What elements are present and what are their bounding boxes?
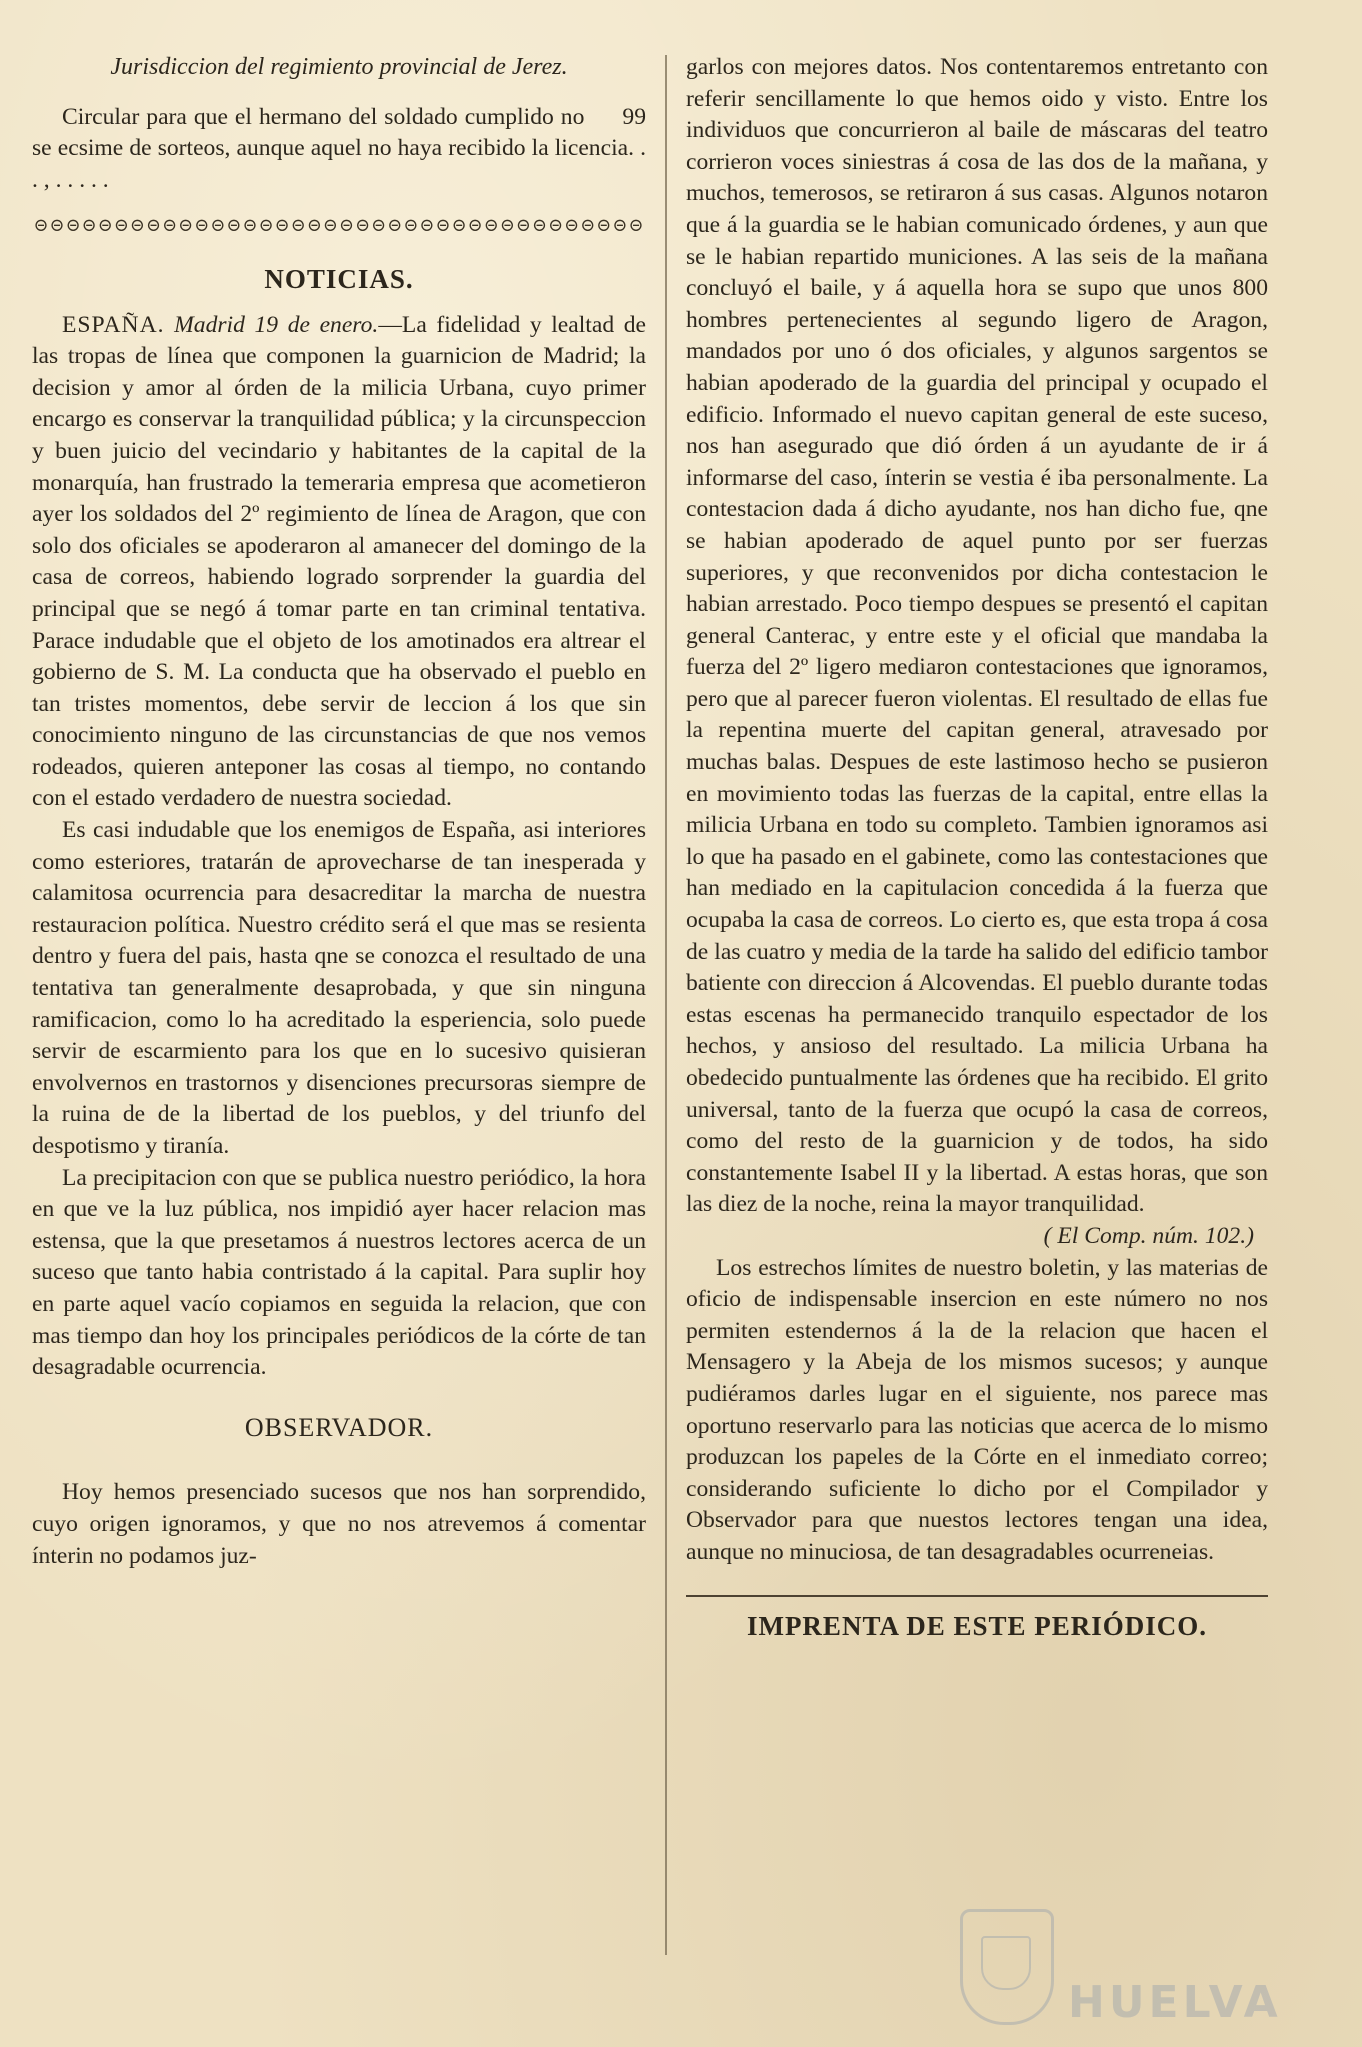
article-paragraph: garlos con mejores datos. Nos contentaremos entretanto con referir sencillamente lo que hemos oido y visto. Entre los individuos que concurrieron al baile de máscaras del teatro corrieron voces siniestras á cosa de las dos de la mañana, y muchos, temerosos, se retiraron á sus casas. Algunos notaron que á la guardia se le habian comunicado órdenes, y aun que se le habian repartido municiones. A las seis de la mañana concluyó el baile, y á aquella hora se supo que unos 800 hombres pertenecientes al segundo ligero de Aragon, mandados por uno ó dos oficiales, y algunos sargentos se habian apoderado de la guardia del principal y ocupado el edificio. Informado el nuevo capitan general de este suceso, nos han asegurado que dió órden á un ayudante de ir á informarse del caso, ínterin se vestia é iba personalmente. La contestacion dada á dicho ayudante, nos han dicho fue, qne se habian apoderado de aquel punto por ser fuerzas superiores, y que reconvenidos por dicha contestacion le habian arrestado. Poco tiempo despues se presentó el capitan general Canterac, y entre este y el oficial que mandaba la fuerza del 2º ligero mediaron contestaciones que ignoramos, pero que al parecer fueron violentas. El resultado de ellas fue la repentina muerte del capitan general, atravesado por muchas balas. Despues de este lastimoso hecho se pusieron en movimiento todas las fuerzas de la capital, entre ellas la milicia Urbana en todo su completo. Tambien ignoramos asi lo que ha pasado en el gabinete, como las contestaciones que han mediado en la capitulacion concedida á la fuerza que ocupaba la casa de correos. Lo cierto es, que esta tropa á cosa de las cuatro y media de la tarde ha salido del edificio tambor batiente con direccion á Alcovendas. El pueblo durante todas estas escenas ha permanecido tranquilo espectador de los hechos, y ansioso del resultado. La milicia Urbana ha obedecido puntualmente las órdenes que ha recibido. El grito universal, tanto de la fuerza que ocupó la casa de correos, como del resto de la guarnicion y de todos, ha sido constantemente Isabel II y la libertad. A estas horas, que son las diez de la noche, reina la mayor tranquilidad.: [686, 54, 1268, 1218]
right-column: [686, 52, 1268, 1642]
index-entry-text: Circular para que el hermano del soldado cumplido no se ecsime de sorteos, aunque aquel no haya recibido la licencia. . . , . . . . .: [32, 103, 646, 193]
jurisdiction-heading: Jurisdiccion del regimiento provincial de Jerez.: [110, 54, 568, 80]
article-paragraph: Hoy hemos presenciado sucesos que nos han sorprendido, cuyo origen ignoramos, y que no nos atrevemos á comentar ínterin no podamos juz-: [32, 1479, 646, 1569]
article-paragraph: Los estrechos límites de nuestro boletin, y las materias de oficio de indispensable insercion en este número no nos permiten estendernos á la de la relacion que hacen el Mensagero y la Abeja de los mismos sucesos; y aunque pudiéramos darles lugar en el siguiente, nos parece mas oportuno reservarlo para las noticias que acerca de lo mismo produzcan los papeles de la Córte en el inmediato correo; considerando suficiente lo dicho por el Compilador y Observador para que nuestos lectores tengan una idea, aunque no minuciosa, de tan desagradables ocurreneias.: [686, 1254, 1268, 1565]
source-attribution: ( El Comp. núm. 102.): [1043, 1222, 1254, 1249]
printer-imprint: IMPRENTA DE ESTE PERIÓDICO.: [746, 1610, 1208, 1641]
lead-word: ESPAÑA.: [62, 311, 165, 338]
section-title-observador: OBSERVADOR.: [244, 1412, 434, 1442]
index-page-number: 99: [622, 103, 646, 130]
ornamental-divider: ⊝⊝⊝⊝⊝⊝⊝⊝⊝⊝⊝⊝⊝⊝⊝⊝⊝⊝⊝⊝⊝⊝⊝⊝⊝⊝⊝⊝⊝⊝⊝⊝⊝⊝⊝⊝⊝⊝: [33, 215, 645, 236]
article-paragraph: [32, 310, 646, 816]
shield-crest-icon: [960, 1909, 1054, 2025]
article-paragraph: Es casi indudable que los enemigos de España, asi interiores como esteriores, tratarán de aprovecharse de tan inesperada y calamitosa ocurrencia para desacreditar la marcha de nuestra restauracion política. Nuestro crédito será el que mas se resienta dentro y fuera del pais, hasta qne se conozca el resultado de una tentativa tan generalmente desaprobada, y que sin ninguna ramificacion, como lo ha acreditado la esperiencia, solo puede servir de escarmiento para los que en lo sucesivo quisieran envolvernos en trastornos y disenciones precursoras siempre de la ruina de de la libertad de los pueblos, y del triunfo del despotismo y tiranía.: [32, 817, 646, 1159]
paragraph-text: —La fidelidad y lealtad de las tropas de línea que componen la guarnicion de Madrid; la decision y amor al órden de la milicia Urbana, cuyo primer encargo es conservar la tranquilidad pública; y la circunspeccion y buen juicio del vecindario y habitantes de la capital de la monarquía, han frustrado la temeraria empresa que acometieron ayer los soldados del 2º regimiento de línea de Aragon, que con solo dos oficiales se apoderaron al amanecer del domingo de la casa de correos, habiendo logrado sorprender la guardia del principal que se negó á tomar parte en tan criminal tentativa. Parace indudable que el objeto de los amotinados era altrear el gobierno de S. M. La conducta que ha observado el pueblo en tan tristes momentos, debe servir de leccion á los que sin conocimiento ninguno de las circunstancias de que nos vemos rodeados, quieren anteponer las cosas al tiempo, no contando con el estado verdadero de nuestra sociedad.: [32, 311, 646, 812]
column-divider: [665, 55, 667, 1955]
dateline: Madrid 19 de enero.: [174, 311, 379, 338]
article-paragraph: La precipitacion con que se publica nuestro periódico, la hora en que ve la luz pública, nos impidió ayer hacer relacion mas estensa, que la que presetamos á nuestros lectores acerca de un suceso que tanto habia contristado á la capital. Para suplir hoy en parte aquel vacío copiamos en seguida la relacion, que con mas tiempo dan hoy los principales periódicos de la córte de tan desagradable ocurrencia.: [32, 1164, 646, 1381]
archive-watermark: [960, 1905, 1290, 2028]
watermark-text: HUELVA: [1068, 1977, 1282, 2028]
index-entry: [32, 102, 646, 197]
section-title-noticias: NOTICIAS.: [264, 263, 414, 294]
footer-rule: [686, 1595, 1268, 1597]
left-column: [32, 52, 646, 1572]
